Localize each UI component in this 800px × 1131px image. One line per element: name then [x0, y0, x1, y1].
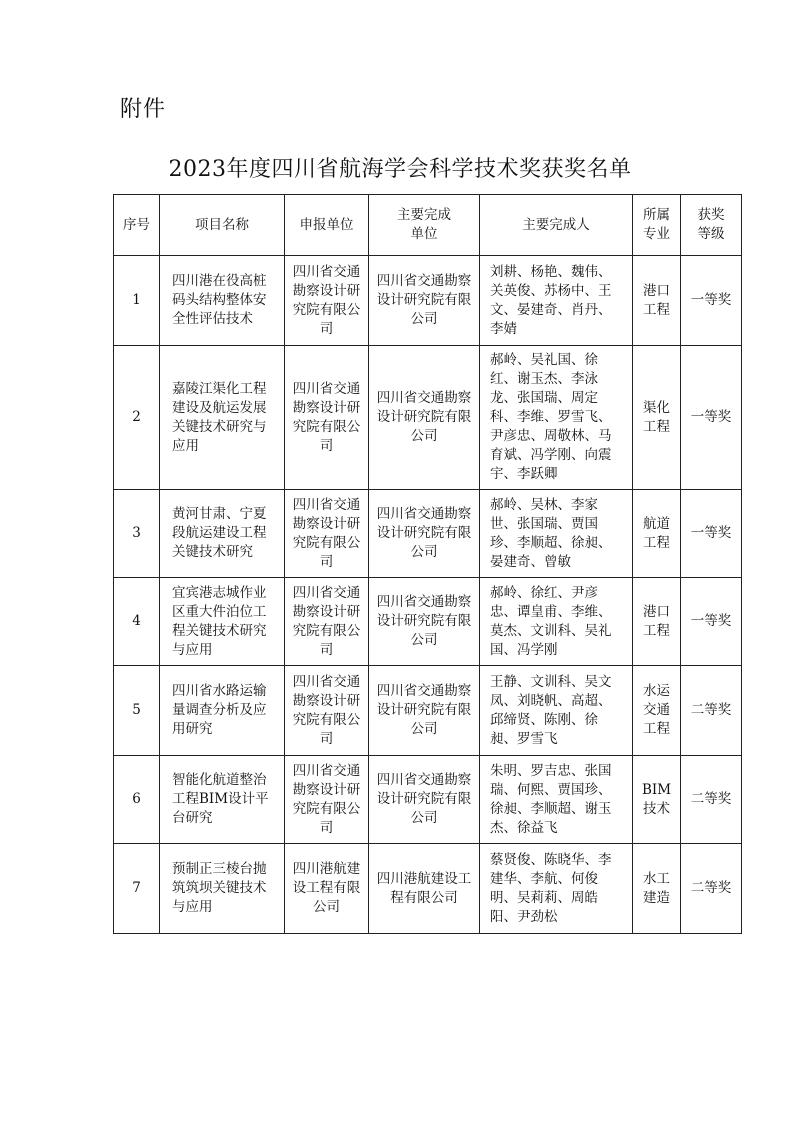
- header-applicant: 申报单位: [285, 195, 369, 256]
- cell-applicant: 四川省交通勘察设计研究院有限公司: [285, 256, 369, 346]
- table-row: [114, 666, 742, 756]
- table-row: [114, 490, 742, 578]
- cell-main-unit: 四川省交通勘察设计研究院有限公司: [369, 666, 480, 756]
- cell-main-unit: 四川省交通勘察设计研究院有限公司: [369, 756, 480, 844]
- cell-grade: 二等奖: [681, 756, 742, 844]
- cell-applicant: 四川港航建设工程有限公司: [285, 844, 369, 934]
- cell-no: 3: [114, 490, 160, 578]
- table-row: [114, 346, 742, 490]
- cell-people: 刘耕、杨艳、魏伟、关英俊、苏杨中、王文、晏建奇、肖丹、李婧: [480, 256, 633, 346]
- cell-project: 四川省水路运输量调查分析及应用研究: [160, 666, 285, 756]
- cell-main-unit: 四川省交通勘察设计研究院有限公司: [369, 490, 480, 578]
- cell-field: BIM技术: [633, 756, 681, 844]
- cell-applicant: 四川省交通勘察设计研究院有限公司: [285, 578, 369, 666]
- cell-grade: 一等奖: [681, 578, 742, 666]
- document-title: 2023年度四川省航海学会科学技术奖获奖名单: [168, 157, 632, 182]
- cell-no: 5: [114, 666, 160, 756]
- header-grade: 获奖等级: [681, 195, 742, 256]
- cell-main-unit: 四川省交通勘察设计研究院有限公司: [369, 346, 480, 490]
- cell-main-unit: 四川港航建设工程有限公司: [369, 844, 480, 934]
- cell-project: 智能化航道整治工程BIM设计平台研究: [160, 756, 285, 844]
- cell-no: 7: [114, 844, 160, 934]
- cell-grade: 二等奖: [681, 666, 742, 756]
- award-table: [113, 194, 742, 934]
- table-row: [114, 578, 742, 666]
- cell-field: 水运交通工程: [633, 666, 681, 756]
- cell-grade: 一等奖: [681, 346, 742, 490]
- header-no: 序号: [114, 195, 160, 256]
- table-row: [114, 844, 742, 934]
- cell-field: 港口工程: [633, 256, 681, 346]
- cell-project: 四川港在役高桩码头结构整体安全性评估技术: [160, 256, 285, 346]
- attachment-label: 附件: [120, 97, 167, 122]
- cell-field: 航道工程: [633, 490, 681, 578]
- cell-no: 2: [114, 346, 160, 490]
- header-field: 所属专业: [633, 195, 681, 256]
- cell-people: 郝岭、吴礼国、徐红、谢玉杰、李泳龙、张国瑞、周定科、李维、罗雪飞、尹彦忠、周敬林、马育斌、冯学刚、向震宇、李跃卿: [480, 346, 633, 490]
- cell-applicant: 四川省交通勘察设计研究院有限公司: [285, 346, 369, 490]
- cell-no: 6: [114, 756, 160, 844]
- header-people: 主要完成人: [480, 195, 633, 256]
- cell-people: 朱明、罗吉忠、张国瑞、何熙、贾国珍、徐昶、李顺超、谢玉杰、徐益飞: [480, 756, 633, 844]
- cell-people: 郝岭、徐红、尹彦忠、谭皇甫、李维、莫杰、文训科、吴礼国、冯学刚: [480, 578, 633, 666]
- header-main-unit: 主要完成单位: [369, 195, 480, 256]
- table-row: [114, 256, 742, 346]
- cell-grade: 一等奖: [681, 490, 742, 578]
- header-project: 项目名称: [160, 195, 285, 256]
- table-header-row: [114, 195, 742, 256]
- cell-main-unit: 四川省交通勘察设计研究院有限公司: [369, 256, 480, 346]
- cell-project: 宜宾港志城作业区重大件泊位工程关键技术研究与应用: [160, 578, 285, 666]
- table-row: [114, 756, 742, 844]
- cell-main-unit: 四川省交通勘察设计研究院有限公司: [369, 578, 480, 666]
- cell-field: 水工建造: [633, 844, 681, 934]
- cell-project: 预制正三棱台抛筑筑坝关键技术与应用: [160, 844, 285, 934]
- cell-people: 蔡贤俊、陈晓华、李建华、李航、何俊明、吴莉莉、周皓阳、尹劲松: [480, 844, 633, 934]
- cell-field: 渠化工程: [633, 346, 681, 490]
- cell-no: 1: [114, 256, 160, 346]
- cell-applicant: 四川省交通勘察设计研究院有限公司: [285, 490, 369, 578]
- cell-no: 4: [114, 578, 160, 666]
- cell-project: 嘉陵江渠化工程建设及航运发展关键技术研究与应用: [160, 346, 285, 490]
- cell-grade: 二等奖: [681, 844, 742, 934]
- cell-applicant: 四川省交通勘察设计研究院有限公司: [285, 756, 369, 844]
- cell-people: 郝岭、吴林、李家世、张国瑞、贾国珍、李顺超、徐昶、晏建奇、曾敏: [480, 490, 633, 578]
- cell-project: 黄河甘肃、宁夏段航运建设工程关键技术研究: [160, 490, 285, 578]
- cell-grade: 一等奖: [681, 256, 742, 346]
- cell-people: 王静、文训科、吴文凤、刘晓帆、高超、邱缔贤、陈刚、徐昶、罗雪飞: [480, 666, 633, 756]
- cell-field: 港口工程: [633, 578, 681, 666]
- cell-applicant: 四川省交通勘察设计研究院有限公司: [285, 666, 369, 756]
